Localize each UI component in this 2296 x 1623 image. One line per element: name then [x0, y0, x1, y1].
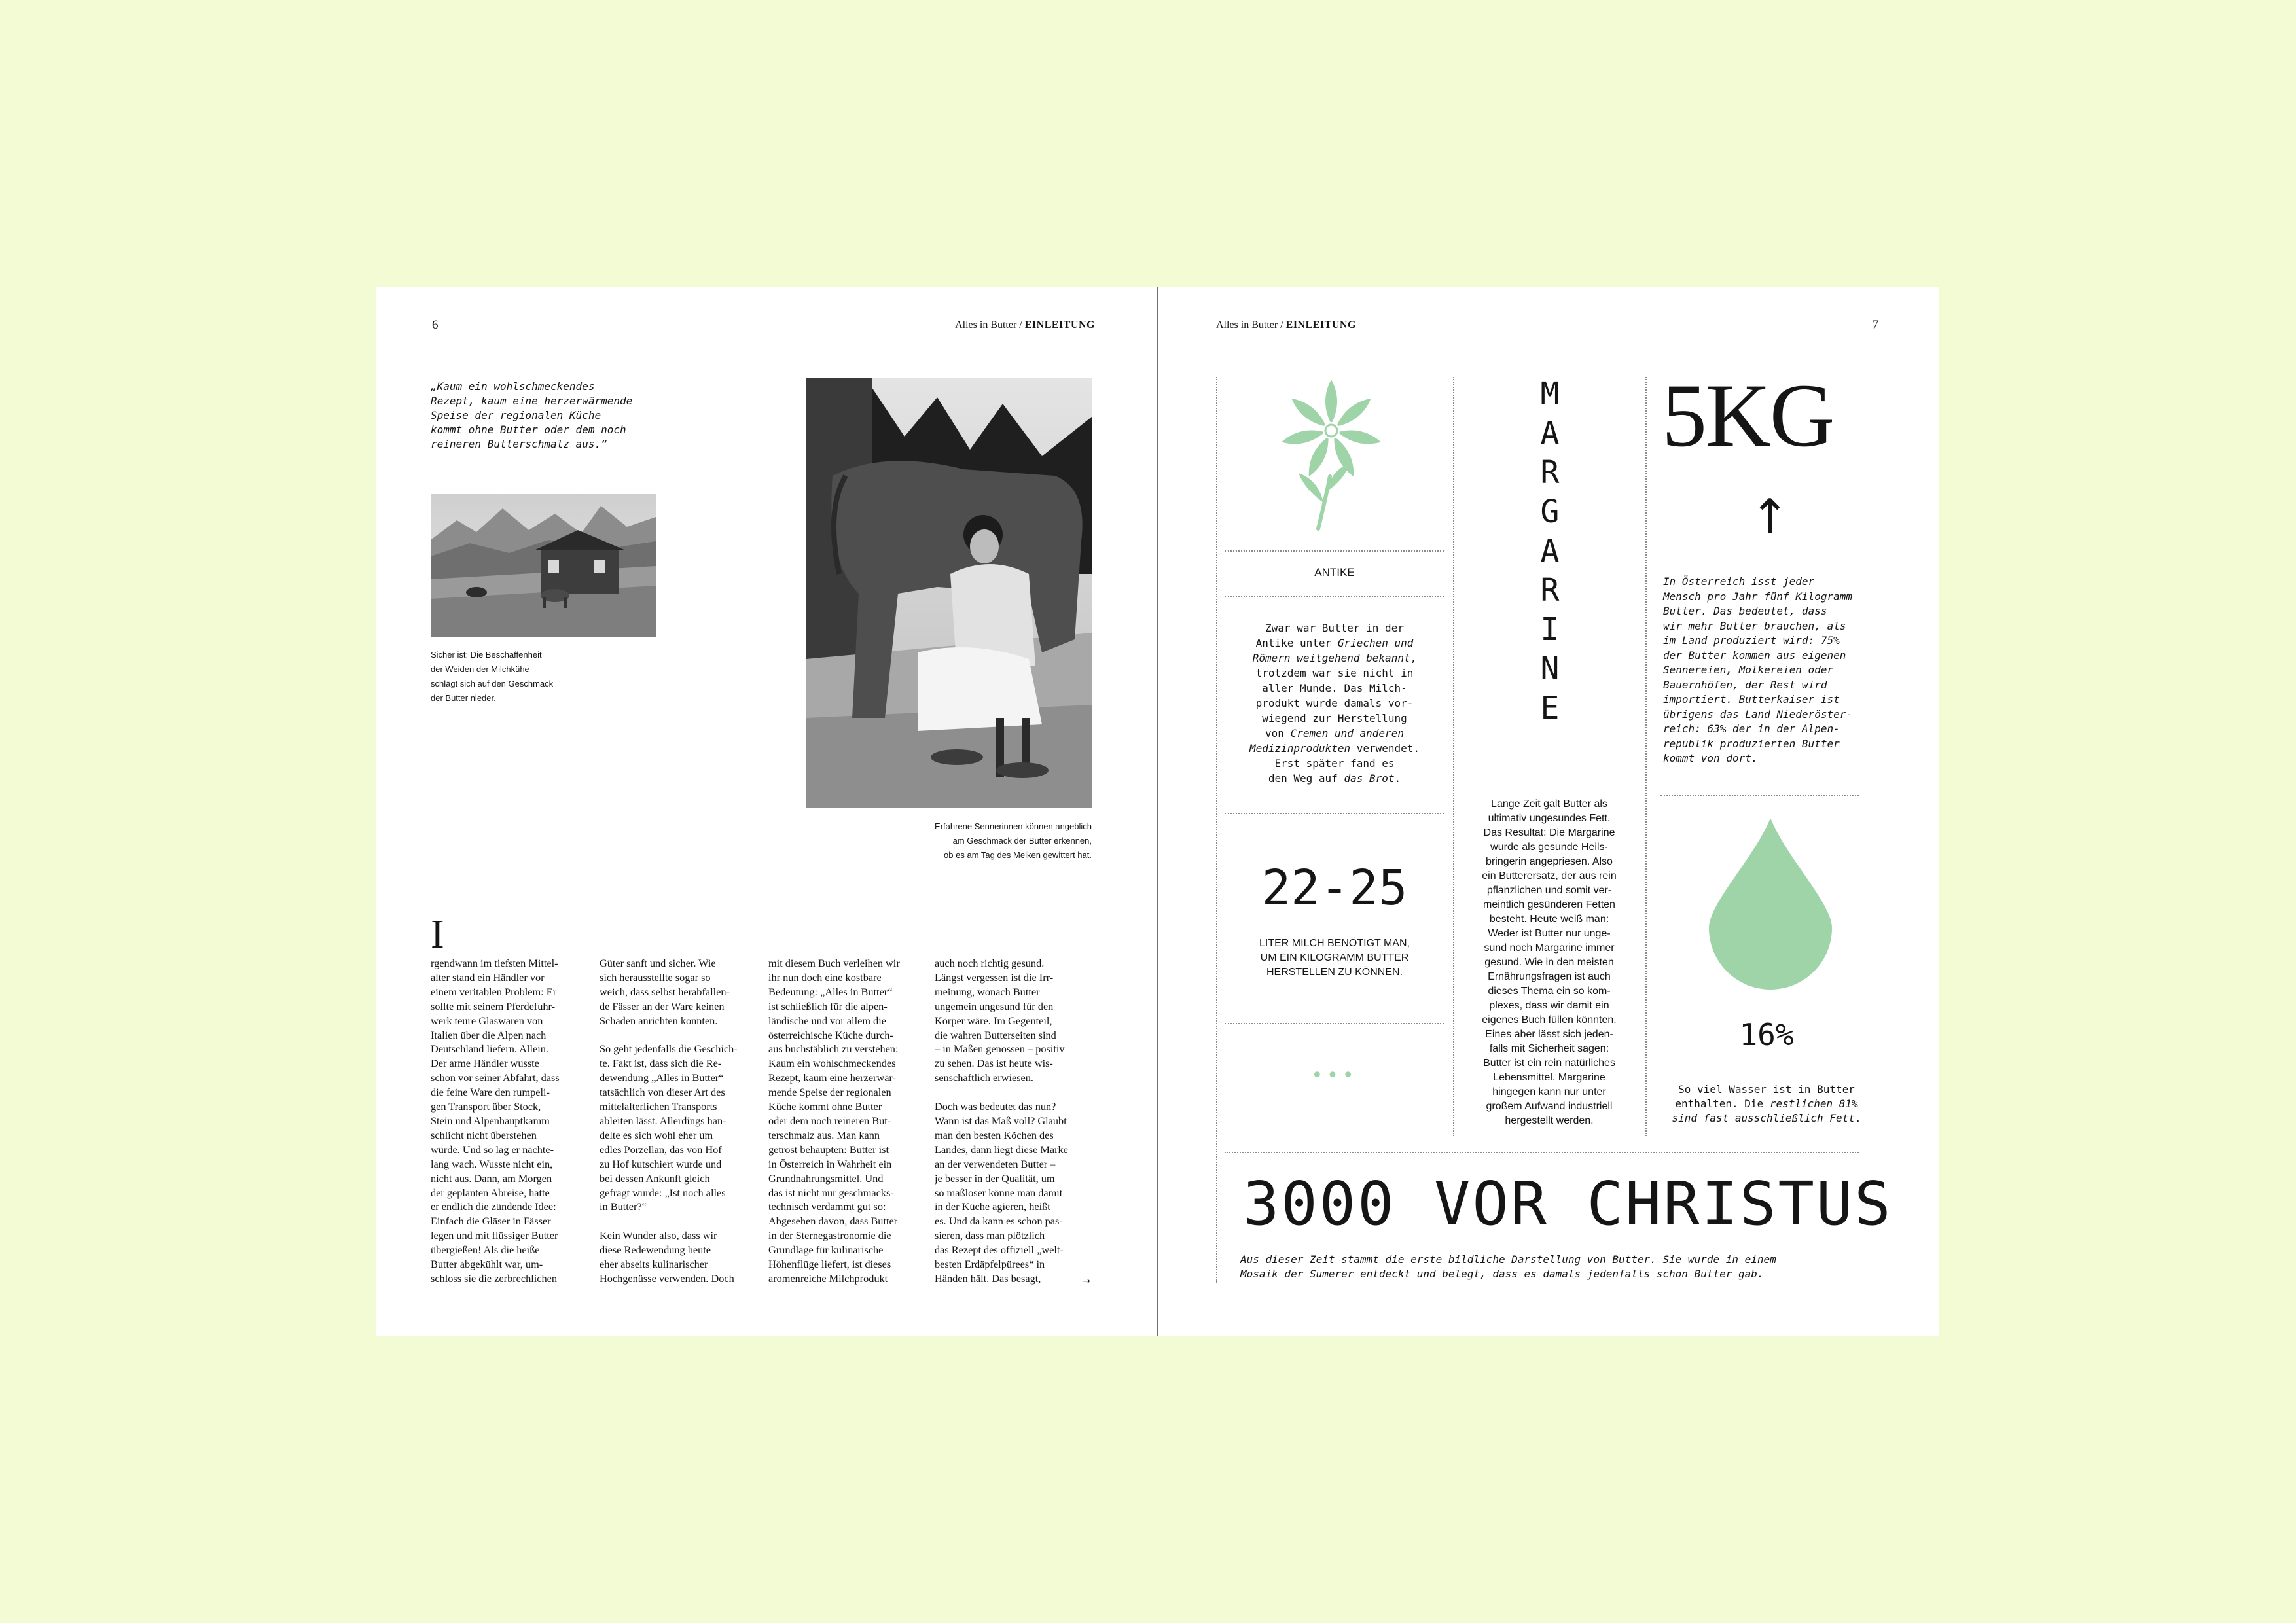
running-head [955, 319, 1095, 331]
column-rule [1645, 377, 1647, 1136]
column-rule [1216, 377, 1217, 1283]
row-rule [1225, 596, 1444, 597]
consumption-text: In Österreich isst jeder Mensch pro Jahr fünf Kilogramm Butter. Das bedeutet, dass wir mehr Butter brauchen, als im Land produziert wird: 75% der Butter kommen aus eigenen Sennereien, Molkereien oder Bauernhöfen, der Rest wird importiert. Butterkaiser ist übrigens das Land Niederöster- reich: 63% der in der Alpen- republik produzierten Butter kommt von dort. [1663, 575, 1852, 764]
body-column-3: mit diesem Buch verleihen wir ihr nun doch eine kostbare Bedeutung: „Alles in Butter“ ist schließlich für die alpen- ländische und vor allem die österreichische Küche durch- aus buchstäblich zu verstehen: Kaum ein wohlschmeckendes Rezept, kaum eine herzerwär- mende Speise der regionalen Küche kommt ohne Butter oder dem noch reineren But- terschmalz aus. Man kann getrost behaupten: Butter ist in Österreich in Wahrheit ein Grundnahrungsmittel. Und das ist nicht nur geschmacks- technisch verdammt gut so: Abgesehen davon, dass Butter in der Sternegastronomie die Grundlage für kulinarische Höhenflüge liefert, ist dieses aromenreiche Milchprodukt [768, 957, 900, 1285]
row-rule [1225, 1023, 1444, 1024]
running-head-section: EINLEITUNG [1285, 319, 1356, 330]
margarine-text: Lange Zeit galt Butter als ultimativ ungesundes Fett. Das Resultat: Die Margarine wurde als gesunde Heils- bringerin angepriesen. Also ein Butterersatz, der aus rein pflanzlichen und somit ver- meintlich gesünderen Fetten besteht. Heute weiß man: Weder ist Butter nur unge- sund noch Margarine immer gesund. Wie in den meisten Ernährungsfragen ist auch dieses Thema ein so kom- plexes, dass wir damit ein eigenes Buch füllen könnten. Eines aber lässt sich jeden- falls mit Sicherheit sagen: Butter ist ein rein natürliches Lebensmittel. Margarine hingegen kann nur unter großem Aufwand industriell hergestellt werden. [1482, 798, 1617, 1126]
arrow-up-icon: ↑ [1750, 489, 1790, 544]
margarine-vertical-title [1537, 378, 1563, 732]
running-head [1216, 319, 1356, 331]
margarine-letter: A [1540, 533, 1560, 569]
flower-icon [1279, 378, 1384, 535]
photo-caption-large: Erfahrene Sennerinnen können angeblich am Geschmack der Butter erkennen, ob es am Tag des Melken gewittert hat. [935, 821, 1092, 860]
margarine-letter: E [1540, 690, 1560, 726]
drop-cap: I [431, 912, 444, 957]
row-rule [1225, 550, 1444, 552]
margarine-letter: R [1540, 454, 1560, 491]
antike-text-emphasis: Griechen und Römern weitgehend bekannt [1252, 637, 1414, 664]
photo-alpine-hut [431, 494, 656, 637]
antike-text-part: . [1394, 772, 1401, 785]
antike-text-part: Zwar war Butter in der Antike unter [1255, 622, 1404, 649]
continue-arrow-icon: → [1083, 1276, 1090, 1287]
row-rule [1660, 795, 1859, 796]
photo-dairymaid-milking [806, 378, 1092, 808]
left-page [376, 287, 1157, 1336]
body-column-2: Güter sanft und sicher. Wie sich herausstellte sogar so weich, dass selbst herabfallen- de Fässer an der Ware keinen Schaden anrichten konnten. So geht jedenfalls die Geschich- te. Fakt ist, dass sich die Re- dewendung „Alles in Butter“ tatsächlich von dieser Art des mittelalterlichen Transports ableiten lässt. Allerdings han- delte es sich wohl eher um edles Porzellan, das von Hof zu Hof kutschiert wurde und bei dessen Ankunft gleich gefragt wurde: „Ist noch alles in Butter?“ Kein Wunder also, dass wir diese Redewendung heute eher abseits kulinarischer Hochgenüsse verwenden. Doch [600, 957, 738, 1285]
history-text: Aus dieser Zeit stammt die erste bildliche Darstellung von Butter. Sie wurde in einem Mosaik der Sumerer entdeckt und belegt, dass es damals jedenfalls schon Butter gab. [1240, 1253, 1776, 1280]
row-rule [1225, 1152, 1859, 1153]
antike-text-emphasis: Cremen und anderen Medizinprodukten [1249, 727, 1404, 755]
water-drop-icon [1709, 818, 1832, 990]
running-head-section: EINLEITUNG [1024, 319, 1095, 330]
body-column-4: auch noch richtig gesund. Längst vergessen ist die Irr- meinung, wonach Butter ungemein ungesund für den Körper wäre. Im Gegenteil, die wahren Butterseiten sind – in Maßen genossen – positiv zu sehen. Das ist heute wis- senschaftlich erwiesen. Doch was bedeutet das nun? Wann ist das Maß voll? Glaubt man den besten Köchen des Landes, dann liegt diese Marke an der verwendeten Butter – je besser in der Qualität, um so maßloser könne man damit in der Küche agieren, heißt es. Und da kann es schon pas- sieren, dass man plötzlich das Rezept des offiziell „welt- besten Erdäpfelpürees“ in Händen hält. Das besagt, [935, 957, 1068, 1285]
page-number: 7 [1872, 318, 1878, 332]
antike-label: ANTIKE [1314, 566, 1355, 579]
water-text [1655, 1082, 1878, 1126]
body-column-1: rgendwann im tiefsten Mittel- alter stand ein Händler vor einem veritablen Problem: Er sollte mit seinem Pferdefuhr- werk teure Glaswaren von Italien über die Alpen nach Deutschland liefern. Allein. Der arme Händler wusste schon vor seiner Abfahrt, dass die feine Ware den rumpeli- gen Transport über Stock, Stein und Alpenhauptkamm schlicht nicht überstehen würde. Und so lag er nächte- lang wach. Wusste nicht ein, nicht aus. Dann, am Morgen der geplanten Abreise, hatte er endlich die zündende Idee: Einfach die Gläser in Fässer legen und mit flüssiger Butter übergießen! Als die heiße Butter abgekühlt war, um- schloss sie die zerbrechlichen [431, 957, 560, 1285]
water-text-part: . [1854, 1112, 1861, 1124]
photo-caption-small: Sicher ist: Die Beschaffenheit der Weiden der Milchkühe schlägt sich auf den Geschmack der Butter nieder. [431, 650, 554, 703]
pull-quote: „Kaum ein wohlschmeckendes Rezept, kaum eine herzerwärmende Speise der regionalen Küche kommt ohne Butter oder dem noch reineren Butterschmalz aus.“ [431, 380, 633, 450]
antike-text-emphasis: das Brot [1344, 772, 1395, 785]
antike-text-part: , trotzdem war sie nicht in aller Munde. Das Milch- produkt wurde damals vor- wiegend zur Herstellung von [1255, 652, 1417, 740]
water-percentage: 16% [1739, 1017, 1794, 1052]
margarine-letter: M [1540, 376, 1560, 412]
water-text-emphasis: restlichen 81% sind fast ausschließlich Fett [1672, 1097, 1858, 1124]
antike-text [1216, 620, 1453, 786]
milk-label: LITER MILCH BENÖTIGT MAN, UM EIN KILOGRAMM BUTTER HERSTELLEN ZU KÖNNEN. [1259, 938, 1410, 978]
consumption-value: 5KG [1662, 365, 1834, 465]
row-rule [1225, 813, 1444, 814]
margarine-letter: I [1540, 611, 1560, 648]
history-headline: 3000 VOR CHRISTUS [1243, 1169, 1893, 1239]
margarine-letter: A [1540, 415, 1560, 452]
antike-text-part: verwendet. Erst später fand es den Weg auf [1268, 742, 1420, 785]
margarine-letter: G [1540, 493, 1560, 530]
page-number: 6 [432, 318, 439, 332]
running-head-book: Alles in Butter / [1216, 319, 1286, 330]
margarine-letter: N [1540, 651, 1560, 687]
running-head-book: Alles in Butter / [955, 319, 1025, 330]
milk-number: 22-25 [1261, 860, 1408, 916]
right-page [1158, 287, 1939, 1336]
margarine-letter: R [1540, 572, 1560, 609]
dots-ornament: ••• [1311, 1064, 1358, 1087]
water-text-part: So viel Wasser ist in Butter enthalten. Die [1675, 1083, 1855, 1110]
